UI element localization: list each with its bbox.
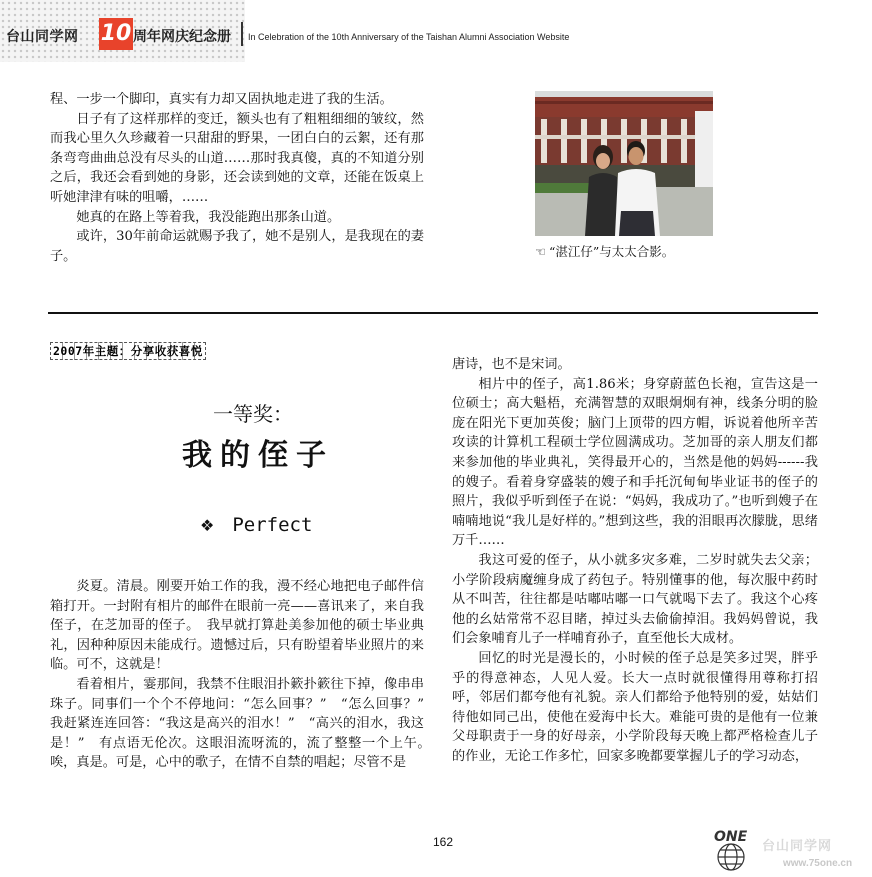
award-heading: 一等奖： [213, 402, 293, 426]
header-title-right: 周年网庆纪念册 [133, 29, 231, 45]
header-english-title: In Celebration of the 10th Anniversary of the Taishan Alumni Association Website [248, 32, 570, 42]
paragraph: 相片中的侄子，高1.86米；身穿蔚蓝色长袍，宣告这是一位硕士；高大魁梧，充满智慧的双眼炯炯有神，线条分明的脸庞在阳光下更加英俊；脑门上顶带的四方帽，诉说着他所辛苦攻读的计算机工程硕士学位圆满成功。芝加哥的亲人朋友们都来参加他的毕业典礼，笑得最开心的，当然是他的妈妈------我的嫂子。看着身穿盛装的嫂子和手托沉甸甸毕业证书的侄子的照片，我似乎听到侄子在说：“妈妈，我成功了。”也听到嫂子在喃喃地说“我儿是好样的。”想到这些，我的泪眼再次朦胧，思绪万千…… [452, 376, 818, 549]
theme-label: 2007年主题：分享收获喜悦 [50, 342, 206, 360]
article-title: 我的侄子 [182, 438, 334, 473]
couple-photo [535, 91, 713, 236]
top-text-block [50, 90, 424, 266]
header-title-left: 台山同学网 [6, 29, 79, 45]
logo-brand: ONE [714, 829, 748, 845]
paragraph: 回忆的时光是漫长的，小时候的侄子总是笑多过哭，胖乎乎的得意神态，人见人爱。长大一点时就很懂得用尊称打招呼，邻居们都夸他有礼貌。亲人们都给予他特别的爱，姑姑们待他如同己出，使他在爱海中长大。难能可贵的是他有一位兼父母职责于一身的好母亲，小学阶段每天晚上都严格检查儿子的作业，无论工作多忙，回家多晚都要掌握儿子的学习动态， [452, 650, 818, 764]
paragraph: 看着相片，霎那间，我禁不住眼泪扑簌扑簌往下掉，像串串珠子。同事们一个个不停地问：“怎么回事？” “怎么回事？” 我赶紧连连回答：“我这是高兴的泪水！” “高兴的泪水，我这是！” 有点语无伦次。这眼泪流呀流的，流了整整一个上午。 唉，真是。可是，心中的歌子，在情不自禁的唱起；尽管不是 [50, 676, 438, 771]
paragraph: 或许，30年前命运就赐予我了，她不是别人，是我现在的妻子。 [50, 229, 424, 264]
pointing-hand-icon: ☜ [535, 244, 547, 259]
author-line [200, 514, 312, 536]
paragraph: 唐诗，也不是宋词。 [452, 357, 571, 372]
diamond-bullet-icon: ❖ [200, 516, 215, 535]
article-left-column [50, 577, 438, 773]
paragraph: 她真的在路上等着我，我没能跑出那条山道。 [76, 209, 341, 225]
paragraph: 炎夏。清晨。刚要开始工作的我，漫不经心地把电子邮件信箱打开。一封附有相片的邮件在眼前一亮——喜讯来了，来自我侄子，在芝加哥的侄子。 我早就打算赴美参加他的硕士毕业典礼，因种种原因未能成行。遗憾过后，只有盼望着毕业照片的来临。可不，这就是！ [50, 579, 424, 673]
page-header [0, 0, 872, 64]
logo-site-name: 台山同学网 [762, 839, 833, 854]
photo-caption: ☜ “湛江仔”与太太合影。 [535, 244, 675, 259]
paragraph: 日子有了这样那样的变迁，额头也有了粗粗细细的皱纹，然而我心里久久珍藏着一只甜甜的野果，一团白白的云絮，还有那条弯弯曲曲总没有尽头的山道……那时我真傻，真的不知道分别之后，我还会看到她的身影，还会读到她的文章，还能在饭桌上听她津津有味的咀嚼，…… [50, 111, 424, 205]
author-name: Perfect [232, 514, 313, 536]
section-divider [48, 312, 818, 314]
header-anniversary-badge: 10 [99, 18, 133, 50]
article-right-column [452, 355, 818, 766]
header-divider [241, 22, 243, 46]
page-number: 162 [433, 835, 454, 849]
paragraph: 我这可爱的侄子，从小就多灾多难，二岁时就失去父亲；小学阶段病魔缠身成了药包子。特别懂事的他，每次服中药时从不叫苦，往往都是咕嘟咕嘟一口气就喝下去了。我这个心疼他的幺姑常常不忍目睹，掉过头去偷偷掉泪。我妈妈曾说，我们会象哺育儿子一样哺育孙子，直至他长大成材。 [452, 552, 818, 647]
logo-url: www.75one.cn [783, 858, 853, 869]
paragraph: 程、一步一个脚印，真实有力却又固执地走进了我的生活。 [50, 92, 393, 107]
